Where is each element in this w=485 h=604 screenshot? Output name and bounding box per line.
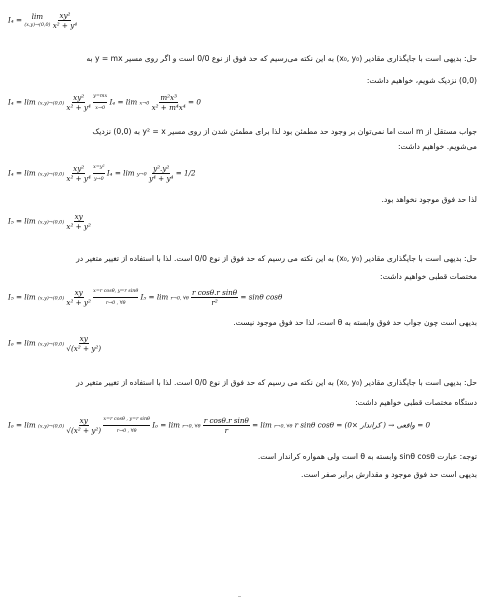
eq-mid-subscript: r→0, ∀θ xyxy=(170,296,189,302)
eq-third: = lim xyxy=(252,420,272,430)
fraction-denominator: x² + y⁴ xyxy=(66,174,91,183)
sol5-line2: مختصات قطبی خواهیم داشت: xyxy=(380,272,477,281)
eq-fraction-2 xyxy=(191,288,238,307)
arrow-bottom: r→0 , ∀θ xyxy=(105,301,126,306)
sol5-equation xyxy=(8,287,282,308)
eq-result: = sinθ cosθ xyxy=(240,292,283,302)
lim-text: lim xyxy=(31,11,44,21)
eq-fraction-2 xyxy=(152,93,186,112)
fraction-denominator: √(x² + y²) xyxy=(66,426,102,435)
sol4-equation xyxy=(8,92,201,113)
sol5-line3: بدیهی است چون جواب حد فوق وابسته به θ است، لذا حد فوق موجود نیست. xyxy=(233,318,477,327)
fraction-numerator: r cosθ.r sinθ xyxy=(203,416,249,425)
substitution-arrow xyxy=(93,163,104,184)
fraction-numerator: xy xyxy=(74,288,83,297)
substitution-arrow xyxy=(103,415,150,436)
fraction-denominator: x² + y⁴ xyxy=(52,21,78,30)
arrow-bottom: r→0 , ∀θ xyxy=(116,429,137,434)
arrow-top: x=r cosθ , y=r sinθ xyxy=(103,417,150,422)
i6-fraction xyxy=(66,334,101,353)
eq-subscript: (x,y)→(0,0) xyxy=(38,296,65,302)
fraction-numerator: m²x³ xyxy=(160,93,177,102)
fraction-numerator: xy xyxy=(74,212,83,221)
lim-subscript: (x,y)→(0,0) xyxy=(38,342,65,348)
eq-fraction-2 xyxy=(203,416,250,435)
sol4-line5: لذا حد فوق موجود نخواهد بود. xyxy=(381,195,477,204)
substitution-arrow xyxy=(93,287,138,308)
sol4-line1: حل: بدیهی است با جایگذاری مقادیر (x₀, y₀) به این نکته می‌رسیم که حد فوق از نوع 0/0 است و اگر روی مسیر y = mx به xyxy=(86,54,477,63)
fraction-numerator: xy² xyxy=(73,164,85,173)
eq-mid: I₄ = lim xyxy=(109,97,138,107)
eq-lhs: I₄ = lim xyxy=(8,168,36,178)
eq-subscript: (x,y)→(0,0) xyxy=(38,101,65,107)
eq-fraction xyxy=(66,164,90,183)
fraction-numerator: xy² xyxy=(73,93,85,102)
arrow-top: x=r cosθ, y=r sinθ xyxy=(93,289,139,294)
eq-lhs: I₆ = lim xyxy=(8,420,36,430)
eq-third-body: r sinθ cosθ = (0× کراندار ) → 0 = واقعی xyxy=(294,420,431,430)
sol6-line1: حل: بدیهی است با جایگذاری مقادیر (x₀, y₀) به این نکته می رسیم که حد فوق از نوع 0/0 است. لذا با استفاده از تغییر متغیر در xyxy=(76,378,477,387)
eq-fraction-2 xyxy=(149,164,173,183)
fraction-denominator: r xyxy=(224,426,228,435)
fraction-denominator: r² xyxy=(211,298,218,307)
eq-mid-subscript: x→0 xyxy=(139,101,150,107)
eq-mid: I₄ = lim xyxy=(106,168,135,178)
eq-subscript: (x,y)→(0,0) xyxy=(38,172,65,178)
eq-lhs: I₄ = lim xyxy=(8,97,36,107)
sol4-line2: (0,0) نزدیک شویم، خواهیم داشت: xyxy=(366,76,477,85)
lim-subscript: (x,y)→(0,0) xyxy=(24,22,51,28)
arrow-top: x=y² xyxy=(93,165,105,170)
fraction-denominator: x² + y⁴ xyxy=(66,103,91,112)
eq-lhs: I₅ = lim xyxy=(8,292,36,302)
arrow-bottom: x→0 xyxy=(95,106,106,111)
page-mark xyxy=(238,596,241,597)
sol6-line2: دستگاه مختصات قطبی خواهیم داشت: xyxy=(355,398,477,407)
arrow-bottom: y→0 xyxy=(93,177,104,182)
i6-definition xyxy=(8,334,101,353)
sol4-line3: جواب مستقل از m است اما نمی‌توان بر وجود حد مطمئن بود لذا برای مطمئن شدن از روی مسیر y² = x به (0,0) نزدیک xyxy=(92,127,477,136)
eq-result: = 0 xyxy=(188,97,201,107)
sol6-note2: بدیهی است حد فوق موجود و مقدارش برابر صفر است. xyxy=(301,470,477,479)
fraction-numerator: xy xyxy=(79,334,88,343)
eq-result: = 1/2 xyxy=(175,168,196,178)
i4-limit xyxy=(24,12,50,30)
i4-definition xyxy=(8,11,77,30)
i4-label: I₄ = xyxy=(8,15,23,25)
eq-third-subscript: r→0, ∀θ xyxy=(274,424,293,430)
fraction-denominator: y⁴ + y⁴ xyxy=(148,174,174,183)
fraction-denominator: x² + y² xyxy=(66,298,91,307)
eq-subscript: (x,y)→(0,0) xyxy=(38,424,65,430)
sol4-line4: می‌شویم. خواهیم داشت: xyxy=(397,142,477,151)
fraction-denominator: √(x² + y²) xyxy=(66,344,102,353)
i6-label: I₆ = lim xyxy=(8,338,36,348)
i5-definition xyxy=(8,212,91,231)
fraction-numerator: xy² xyxy=(59,11,71,20)
fraction-denominator: x² + m⁴x⁴ xyxy=(151,103,186,112)
fraction-numerator: r cosθ.r sinθ xyxy=(192,288,238,297)
sol6-note1: توجه: عبارت sinθ cosθ وابسته به θ است ولی همواره کراندار است. xyxy=(257,452,477,461)
sol4-equation-2 xyxy=(8,163,196,184)
sol5-line1: حل: بدیهی است با جایگذاری مقادیر (x₀, y₀) به این نکته می رسیم که حد فوق از نوع 0/0 است. لذا با استفاده از تغییر متغیر در xyxy=(76,254,477,263)
eq-mid: I₆ = lim xyxy=(152,420,180,430)
arrow-top: y=mx xyxy=(93,94,108,99)
eq-mid-subscript: r→0, ∀θ xyxy=(182,424,201,430)
substitution-arrow xyxy=(93,92,107,113)
eq-fraction xyxy=(66,416,101,435)
fraction-numerator: y².y² xyxy=(153,164,170,173)
eq-fraction xyxy=(66,93,90,112)
eq-mid-subscript: y→0 xyxy=(136,172,147,178)
fraction-denominator: x² + y² xyxy=(66,222,91,231)
lim-subscript: (x,y)→(0,0) xyxy=(38,220,65,226)
i5-label: I₅ = lim xyxy=(8,216,36,226)
i5-fraction xyxy=(66,212,90,231)
fraction-numerator: xy xyxy=(79,416,88,425)
eq-mid: I₅ = lim xyxy=(140,292,169,302)
sol6-equation xyxy=(8,415,430,436)
eq-fraction xyxy=(66,288,90,307)
i4-fraction xyxy=(53,11,77,30)
